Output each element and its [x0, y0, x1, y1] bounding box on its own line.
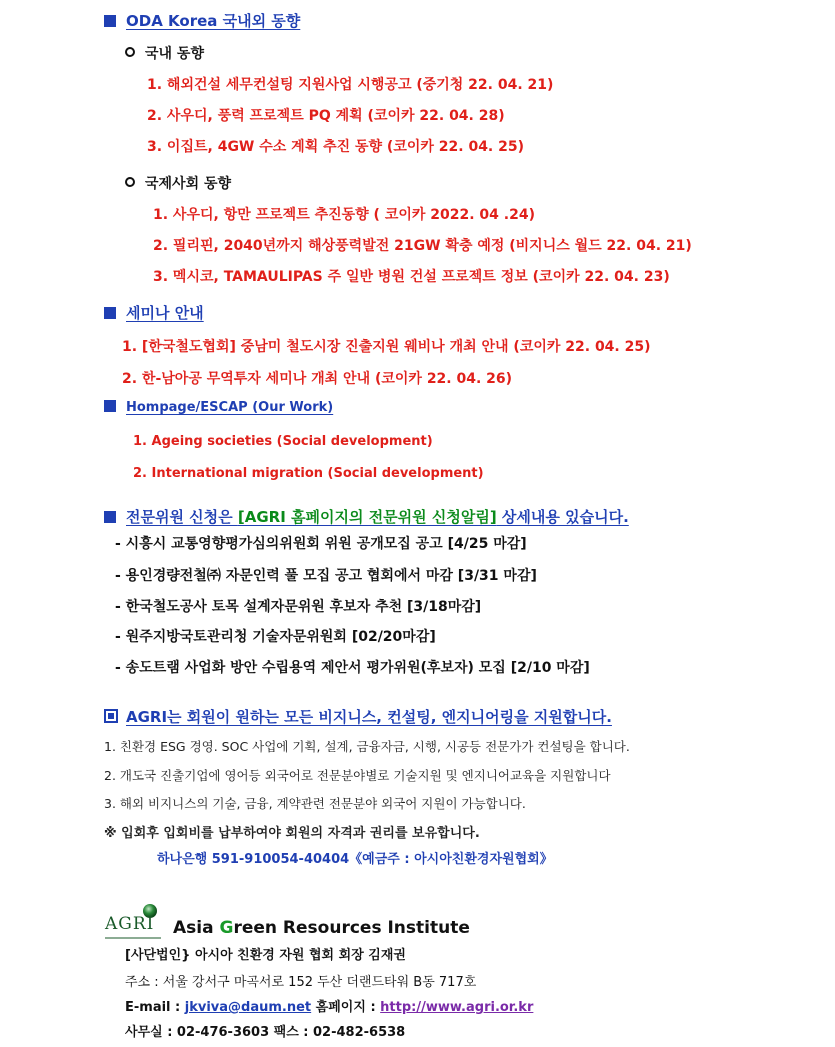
- seminar-item-2[interactable]: 2. 한-남아공 무역투자 세미나 개최 안내 (코이카 22. 04. 26): [122, 371, 513, 387]
- seminar-item-1[interactable]: 1. [한국철도협회] 중남미 철도시장 진출지원 웨비나 개최 안내 (코이카 22. 04. 25): [122, 339, 651, 355]
- expert-item-1[interactable]: - 시흥시 교통영향평가심의위원회 위원 공개모집 공고 [4/25 마감]: [115, 536, 527, 552]
- section-agri-title: AGRI는 회원이 원하는 모든 비지니스, 컨설팅, 엔지니어링을 지원합니다.: [104, 706, 612, 727]
- square-bullet-icon: [104, 15, 116, 27]
- expert-item-3[interactable]: - 한국철도공사 토목 설계자문위원 후보자 추천 [3/18마감]: [115, 599, 482, 615]
- bank-account: 하나은행 591-910054-40404《예금주 : 아시아친환경자원협회》: [157, 852, 553, 867]
- domestic-item-3[interactable]: 3. 이집트, 4GW 수소 계획 추진 동향 (코이카 22. 04. 25): [147, 139, 525, 155]
- agri-logo: [103, 903, 163, 943]
- membership-note: ※ 입회후 입회비를 납부하여야 회원의 자격과 권리를 보유합니다.: [104, 826, 480, 841]
- expert-item-2[interactable]: - 용인경량전철㈜ 자문인력 풀 모집 공고 협회에서 마감 [3/31 마감]: [115, 568, 537, 584]
- circle-bullet-icon: [125, 47, 135, 57]
- section-seminar-title: 세미나 안내: [104, 302, 204, 323]
- org-name-en: Asia Green Resources Institute: [173, 918, 470, 938]
- section-oda-title: ODA Korea 국내외 동향: [104, 10, 300, 31]
- expert-item-5[interactable]: - 송도트램 사업화 방안 수립용역 제안서 평가위원(후보자) 모집 [2/10 마감]: [115, 660, 590, 676]
- section-expert-title: 전문위원 신청은 [AGRI 홈페이지의 전문위원 신청알림] 상세내용 있습니다.: [104, 506, 629, 527]
- phone-fax: 사무실 : 02-476-3603 팩스 : 02-482-6538: [125, 1025, 406, 1040]
- org-name-kr: [사단법인} 아시아 친환경 자원 협회 회장 김재권: [125, 948, 406, 963]
- email-link[interactable]: jkviva@daum.net: [184, 1000, 312, 1015]
- intl-label: 국제사회 동향: [125, 173, 231, 193]
- domestic-item-1[interactable]: 1. 해외건설 세무컨설팅 지원사업 시행공고 (중기청 22. 04. 21): [147, 77, 554, 93]
- agri-item-1: 1. 친환경 ESG 경영. SOC 사업에 기획, 설계, 금융자금, 시행, 시공등 전문가가 컨설팅을 합니다.: [104, 739, 630, 754]
- agri-item-2: 2. 개도국 진출기업에 영어등 외국어로 전문분야별로 기술지원 및 엔지니어교육을 지원합니다: [104, 768, 611, 783]
- address: 주소 : 서울 강서구 마곡서로 152 두산 더랜드타워 B동 717호: [125, 975, 477, 990]
- square-bullet-icon: [104, 400, 116, 412]
- escap-item-2[interactable]: 2. International migration (Social development): [133, 466, 484, 481]
- square-bullet-icon: [104, 511, 116, 523]
- square-outline-icon: [104, 709, 118, 723]
- domestic-item-2[interactable]: 2. 사우디, 풍력 프로젝트 PQ 계획 (코이카 22. 04. 28): [147, 108, 505, 124]
- homepage-link[interactable]: http://www.agri.or.kr: [380, 1000, 534, 1015]
- circle-bullet-icon: [125, 177, 135, 187]
- intl-item-2[interactable]: 2. 필리핀, 2040년까지 해상풍력발전 21GW 확충 예정 (비지니스 월드 22. 04. 21): [153, 238, 692, 254]
- logo-text: AGRI: [105, 914, 155, 934]
- agri-item-3: 3. 해외 비지니스의 기술, 금융, 계약관련 전문분야 외국어 지원이 가능합니다.: [104, 796, 526, 811]
- intl-item-3[interactable]: 3. 멕시코, TAMAULIPAS 주 일반 병원 건설 프로젝트 정보 (코이카 22. 04. 23): [153, 269, 670, 285]
- escap-item-1[interactable]: 1. Ageing societies (Social development): [133, 434, 433, 449]
- square-bullet-icon: [104, 307, 116, 319]
- domestic-label: 국내 동향: [125, 43, 204, 63]
- section-escap-title[interactable]: Hompage/ESCAP (Our Work): [104, 400, 333, 415]
- intl-item-1[interactable]: 1. 사우디, 항만 프로젝트 추진동향 ( 코이카 2022. 04 .24): [153, 207, 535, 223]
- contact-line: E-mail : jkviva@daum.net 홈페이지 : http://www.agri.or.kr: [125, 1000, 534, 1015]
- expert-item-4[interactable]: - 원주지방국토관리청 기술자문위원회 [02/20마감]: [115, 629, 436, 645]
- expert-notice-link[interactable]: [AGRI 홈페이지의 전문위원 신청알림]: [237, 508, 497, 526]
